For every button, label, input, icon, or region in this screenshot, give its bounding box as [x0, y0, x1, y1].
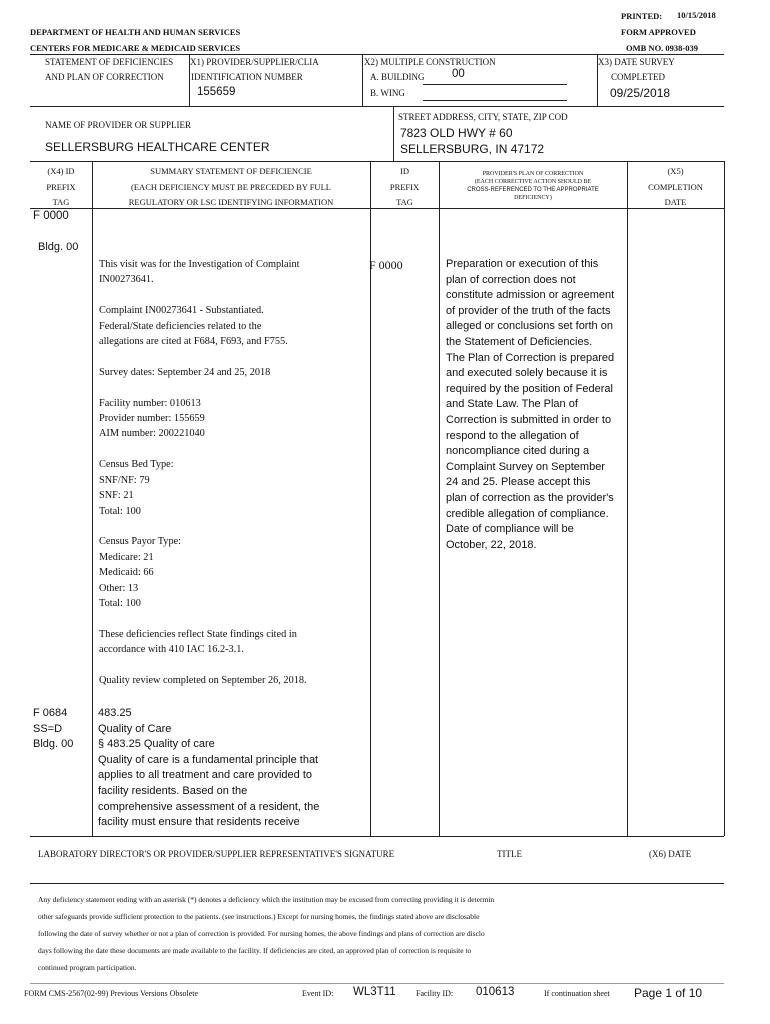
printed-label: PRINTED:: [621, 11, 663, 21]
multiple-construction-label: X2) MULTIPLE CONSTRUCTION: [364, 57, 496, 67]
summary-subheader: (EACH DEFICIENCY MUST BE PRECEDED BY FULL: [131, 182, 331, 192]
centers-name: CENTERS FOR MEDICARE & MEDICAID SERVICES: [30, 43, 241, 53]
survey-completed-date: 09/25/2018: [610, 86, 671, 100]
identification-label: IDENTIFICATION NUMBER: [191, 72, 303, 82]
title-label: TITLE: [497, 849, 522, 859]
rule: [439, 161, 440, 836]
date-label: (X6) DATE: [649, 849, 692, 859]
rule: [30, 54, 724, 55]
plan-deficiency: DEFICIENCY): [514, 195, 552, 201]
statement-label: STATEMENT OF DEFICIENCIES: [45, 57, 174, 67]
wing-label: B. WING: [370, 88, 405, 98]
rule: [30, 836, 724, 837]
f684-text: 483.25 Quality of Care § 483.25 Quality of care Quality of care is a fundamental principle that applies to all treatment and care provided to facility residents. Based on the comprehensive assessment of a resident, the facility must ensure that residents receive: [98, 707, 320, 829]
rule: [30, 883, 724, 884]
provider-name-label: NAME OF PROVIDER OR SUPPLIER: [45, 120, 192, 130]
address-street: 7823 OLD HWY # 60: [400, 126, 513, 140]
completed-label: COMPLETED: [611, 72, 665, 82]
event-id-label: Event ID:: [302, 989, 334, 998]
id-tag-label: TAG: [396, 197, 413, 207]
x4-tag-label: TAG: [52, 197, 70, 207]
form-number: FORM CMS-2567(02-99) Previous Versions Obsolete: [24, 989, 199, 998]
building-underline: [423, 84, 567, 85]
provider-name: SELLERSBURG HEALTHCARE CENTER: [45, 140, 270, 154]
id-tag-f0000: F 0000: [369, 258, 403, 272]
rule: [92, 161, 93, 836]
summary-text: This visit was for the Investigation of Complaint IN00273641. Complaint IN00273641 - Substantiated. Federal/State deficiencies related to the allegations are cited at F684, F693, and F755. Survey dates: September 24 and 25, 2018 Facility number: 010613 Provider number: 155659 AIM number: 200221040 Census Bed Type: SNF/NF: 79 SNF: 21 Total: 100 Census Payor Type: Medicare: 21 Medicaid: 66 Other: 13 Total: 100 These deficiencies reflect State findings cited in accordance with 410 IAC 16.2-3.1. Quality review completed on September 26, 2018.: [99, 259, 307, 686]
address-label: STREET ADDRESS, CITY, STATE, ZIP COD: [398, 112, 568, 122]
x5-label: (X5): [667, 166, 684, 176]
summary-regulatory: REGULATORY OR LSC IDENTIFYING INFORMATION: [128, 197, 334, 207]
id-label: ID: [400, 166, 409, 176]
rule: [30, 208, 724, 209]
tag-f0000: F 0000: [33, 210, 69, 222]
rule: [30, 106, 724, 107]
plan-label: AND PLAN OF CORRECTION: [45, 72, 164, 82]
building-label: A. BUILDING: [370, 72, 425, 82]
form-approved: FORM APPROVED: [621, 27, 696, 37]
facility-id-label: Facility ID:: [416, 989, 454, 998]
x5-completion-label: COMPLETION: [648, 182, 703, 192]
building-value: 00: [452, 68, 465, 80]
signature-label: LABORATORY DIRECTOR'S OR PROVIDER/SUPPLIER REPRESENTATIVE'S SIGNATURE: [38, 849, 395, 859]
event-id-value: WL3T11: [353, 986, 396, 998]
rule: [30, 983, 724, 984]
provider-id-value: 155659: [197, 86, 236, 98]
bldg-00: Bldg. 00: [38, 241, 79, 253]
rule: [393, 106, 394, 161]
facility-id-value: 010613: [476, 986, 515, 998]
plan-of-correction-text: Preparation or execution of this plan of correction does not constitute admission or agreement of provider of the truth of the facts alleged or conclusions set forth on the Statement of Deficiencies. The Plan of Correction is prepared and executed solely because it is required by the position of Federal and State Law. The Plan of Correction is submitted in order to respond to the allegation of noncompliance cited during a Complaint Survey on September 24 and 25. Please accept this plan of correction as the provider's credible allegation of compliance. Date of compliance will be October, 22, 2018.: [446, 258, 615, 551]
plan-subheader: (EACH CORRECTIVE ACTION SHOULD BE: [474, 179, 592, 185]
summary-header: SUMMARY STATEMENT OF DEFICIENCIE: [150, 166, 312, 176]
department-name: DEPARTMENT OF HEALTH AND HUMAN SERVICES: [30, 27, 241, 37]
date-survey-label: X3) DATE SURVEY: [598, 57, 675, 67]
x5-date-label: DATE: [664, 197, 687, 207]
x4-prefix-label: PREFIX: [46, 182, 76, 192]
disclaimer-text: Any deficiency statement ending with an asterisk (*) denotes a deficiency which the institution may be excused from correcting providing it is determin other safeguards provide sufficient protection to the patients. (see instructions.) Except for nursing homes, the findings stated above are disclosable following the date of survey whether or not a plan of correction is provided. For nursing homes, the above findings and plans of correction are disclo days following the date these documents are made available to the facility. If deficiencies are cited, an approved plan of correction is requisite to continued program participation.: [38, 895, 495, 972]
provider-clia-label: X1) PROVIDER/SUPPLIER/CLIA: [190, 57, 319, 67]
id-prefix-label: PREFIX: [389, 182, 420, 192]
rule: [627, 161, 628, 836]
wing-underline: [423, 100, 567, 101]
printed-date: 10/15/2018: [677, 10, 716, 20]
plan-cross-ref: CROSS-REFERENCED TO THE APPROPRIATE: [467, 187, 599, 193]
tag-f0684: F 0684 SS=D Bldg. 00: [33, 707, 74, 751]
rule: [30, 161, 724, 162]
address-city: SELLERSBURG, IN 47172: [400, 142, 545, 156]
page-number: Page 1 of 10: [634, 986, 703, 1000]
continuation-label: If continuation sheet: [544, 989, 610, 998]
plan-header: PROVIDER'S PLAN OF CORRECTION: [482, 171, 584, 177]
omb-number: OMB NO. 0938-039: [626, 43, 699, 53]
rule: [362, 54, 363, 106]
x4-id-label: (X4) ID: [47, 166, 75, 176]
rule: [724, 161, 725, 836]
